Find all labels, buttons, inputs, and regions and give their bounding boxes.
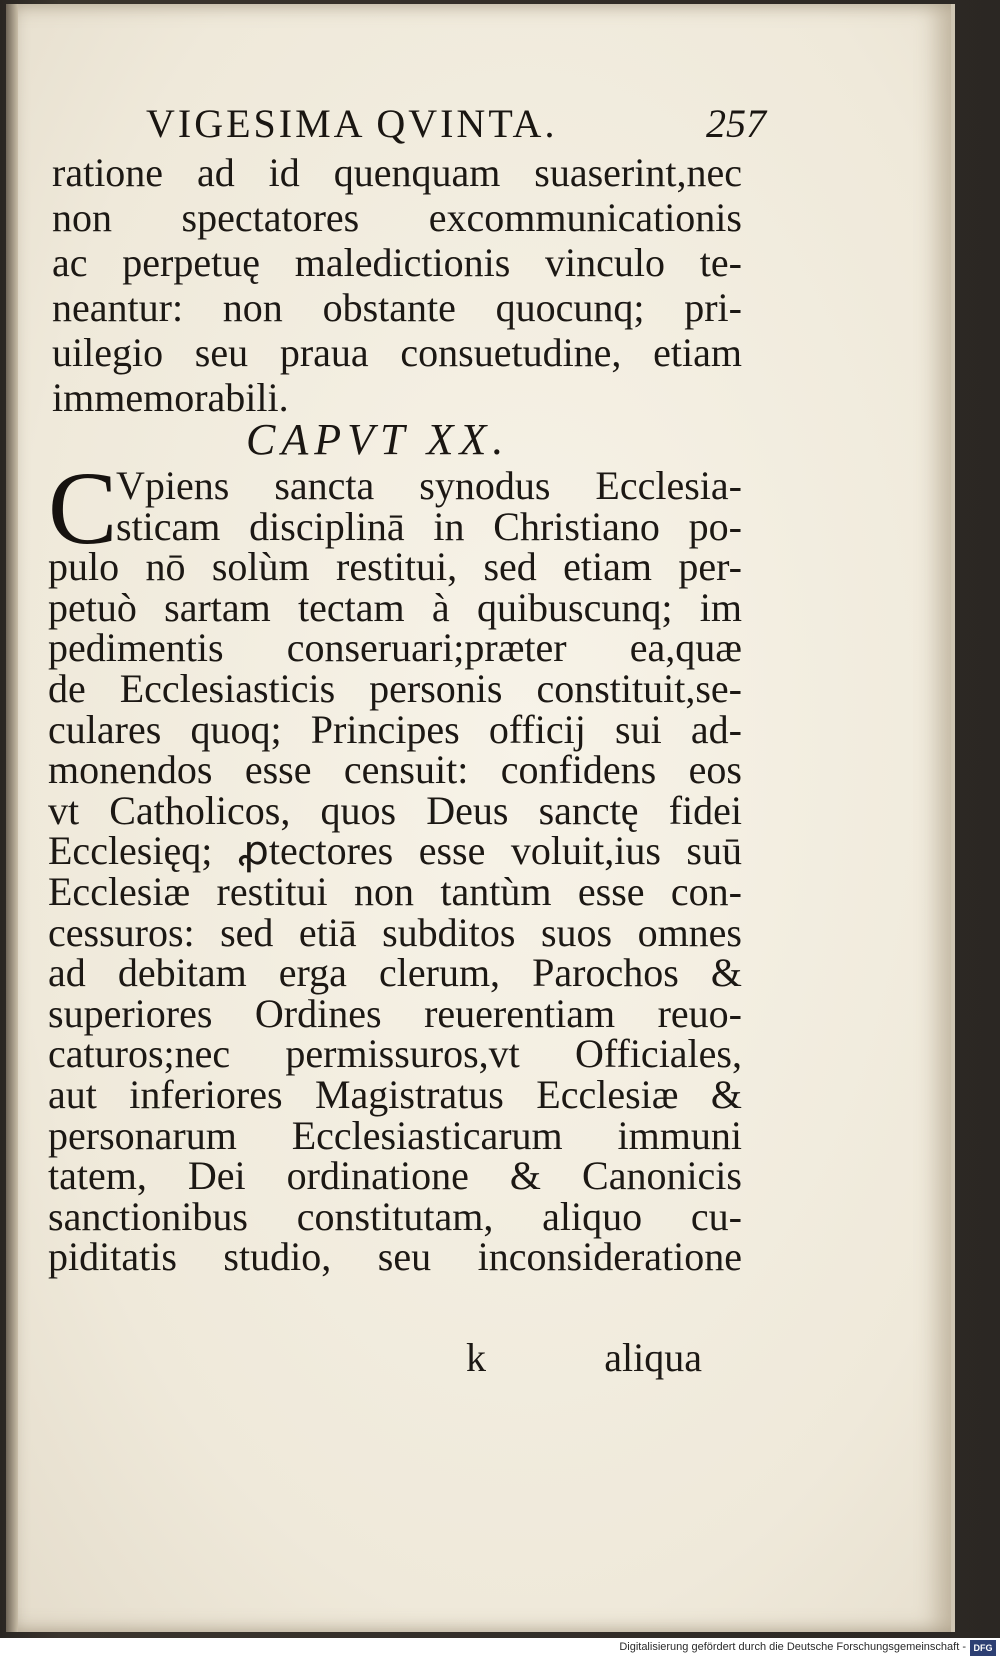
running-head-title: VIGESIMA QVINTA. <box>146 101 558 146</box>
text-line: pedimentis conseruari;præter ea,quæ <box>48 625 742 671</box>
text-line: superiores Ordines reuerentiam reuo- <box>48 990 742 1036</box>
text-line: Ecclesiæ restitui non tantùm esse con- <box>48 868 742 914</box>
text-line: ratione ad id quenquam suaserint,nec <box>52 150 742 195</box>
binding-edge <box>6 4 18 1632</box>
text-line: non spectatores excommunicationis <box>52 195 742 240</box>
text-line: petuò sartam tectam à quibuscunq; im <box>48 584 742 630</box>
drop-cap: C <box>48 451 118 566</box>
text-line: immemorabili. <box>52 375 289 420</box>
text-line: piditatis studio, seu inconsideratione <box>48 1234 742 1280</box>
text-line: Vpiens sancta synodus Ecclesia- <box>116 463 742 508</box>
book-page <box>6 4 955 1632</box>
text-line: aut inferiores Magistratus Ecclesiæ & <box>48 1071 742 1117</box>
text-line: personarum Ecclesiasticarum immuni <box>48 1112 742 1158</box>
text-line: neantur: non obstante quocunq; pri- <box>52 285 742 330</box>
text-line: ad debitam erga clerum, Parochos & <box>48 950 742 996</box>
text-line: caturos;nec permissuros,vt Officiales, <box>48 1031 742 1077</box>
text-line: sanctionibus constitutam, aliquo cu- <box>48 1193 742 1239</box>
text-line: cessuros: sed etiā subditos suos omnes <box>48 909 742 955</box>
text-line: tatem, Dei ordinatione & Canonicis <box>48 1153 742 1199</box>
chapter-heading: CAPVT XX. <box>246 415 510 464</box>
signature-mark: k <box>466 1335 486 1380</box>
text-line: vt Catholicos, quos Deus sanctę fidei <box>48 787 742 833</box>
text-line: Ecclesięq; ꝓtectores esse voluit,ius suū <box>48 828 742 874</box>
text-line: monendos esse censuit: confidens eos <box>48 747 742 793</box>
preceding-paragraph <box>52 150 742 420</box>
text-line: sticam disciplinā in Christiano po- <box>116 503 742 549</box>
text-line: uilegio seu praua consuetudine, etiam <box>52 330 742 375</box>
funding-credit: Digitalisierung gefördert durch die Deutsche Forschungsgemeinschaft - <box>619 1641 966 1653</box>
catchword: aliqua <box>604 1335 702 1380</box>
text-line: ac perpetuę maledictionis vinculo te- <box>52 240 742 285</box>
text-line: de Ecclesiasticis personis constituit,se- <box>48 665 742 711</box>
page-footer-marks <box>466 1334 746 1379</box>
text-line: pulo nō solùm restitui, sed etiam per- <box>48 544 742 590</box>
digitization-footer <box>0 1638 1000 1660</box>
dfg-logo: DFG <box>970 1640 996 1656</box>
page-number: 257 <box>706 101 766 146</box>
text-line: culares quoq; Principes officij sui ad- <box>48 706 742 752</box>
chapter-paragraph <box>48 451 742 1280</box>
running-head <box>146 100 766 150</box>
